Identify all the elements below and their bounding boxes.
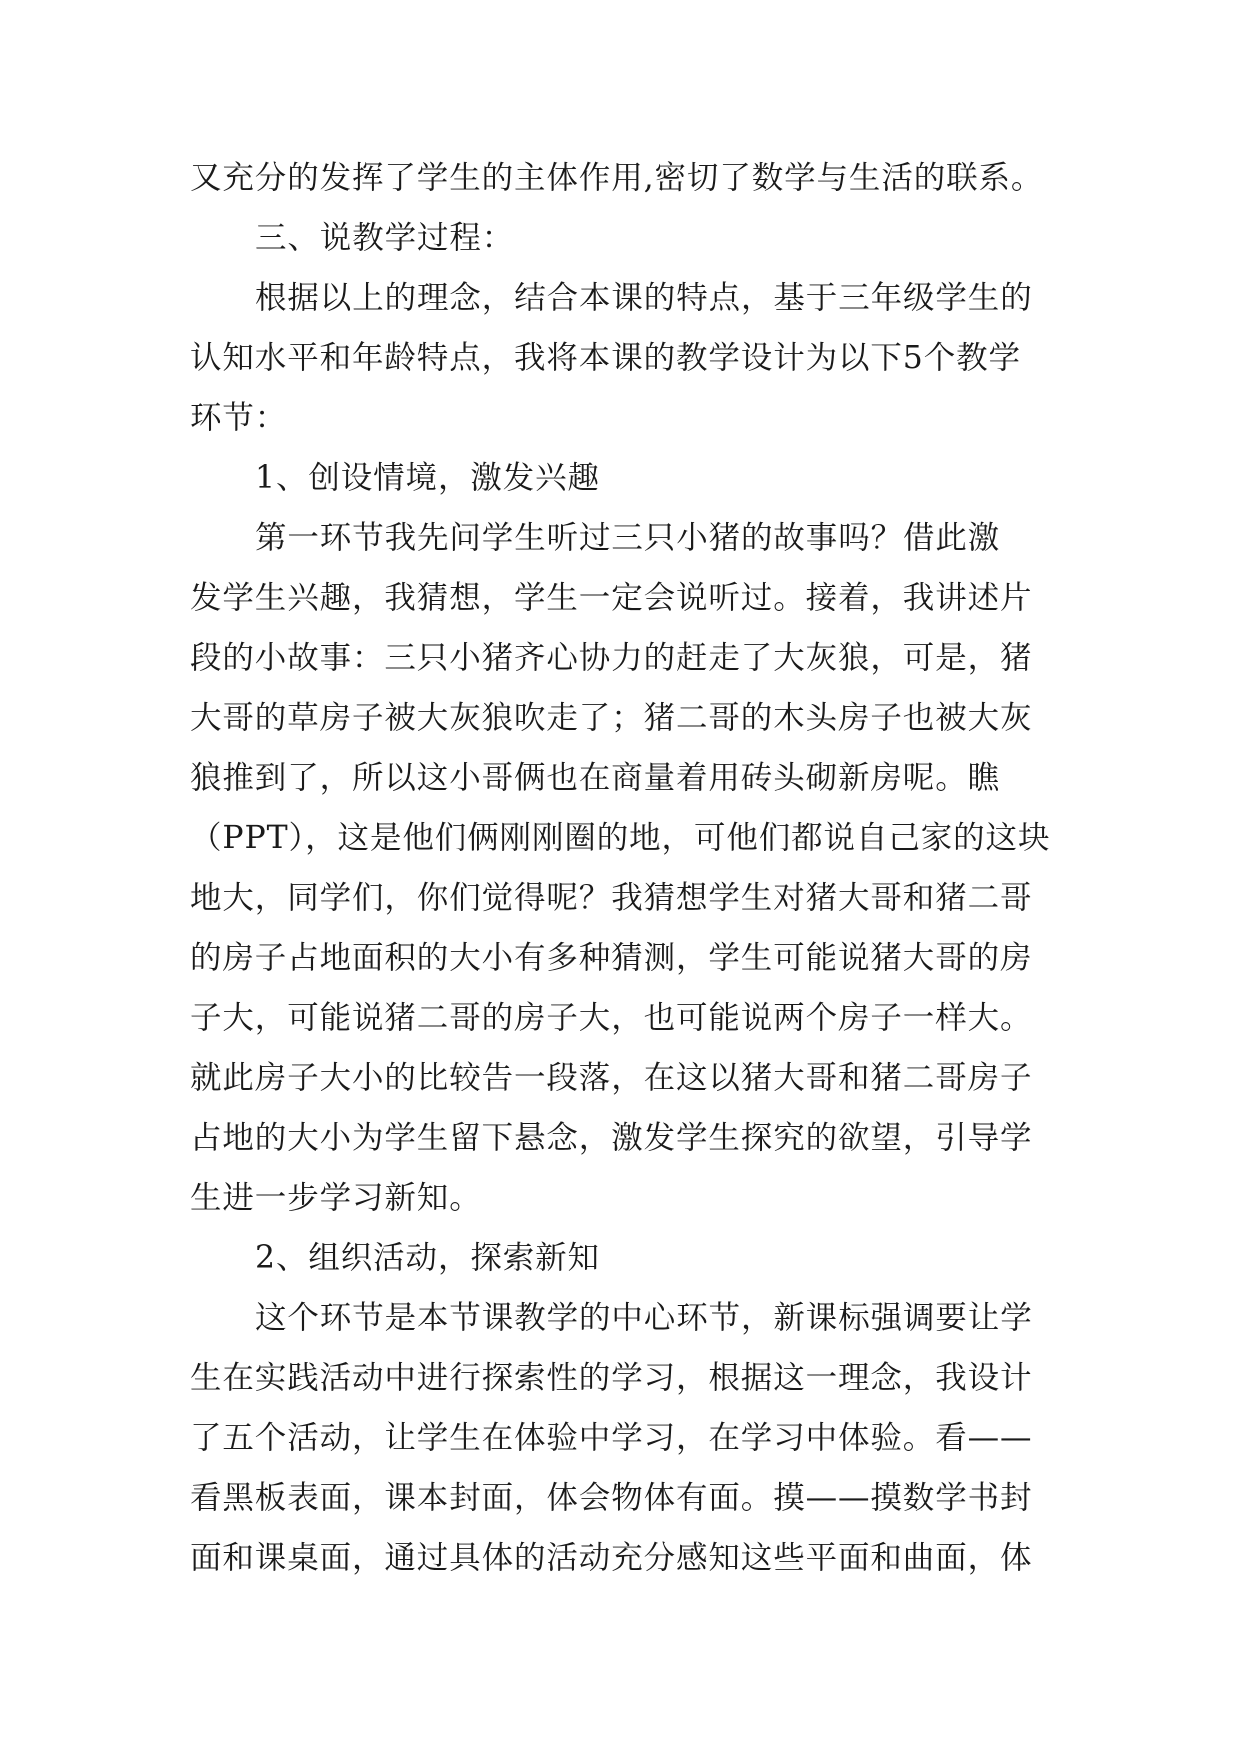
subsection-heading: 1、创设情境，激发兴趣 xyxy=(255,460,600,496)
text-line: 又充分的发挥了学生的主体作用,密切了数学与生活的联系。 xyxy=(190,160,1044,196)
section-heading: 三、说教学过程： xyxy=(255,220,515,256)
text-line: 根据以上的理念，结合本课的特点，基于三年级学生的 xyxy=(255,280,1033,316)
text-line: 环节： xyxy=(190,400,288,436)
text-line: 第一环节我先问学生听过三只小猪的故事吗？借此激 xyxy=(255,520,1001,556)
text-line: 的房子占地面积的大小有多种猜测，学生可能说猪大哥的房 xyxy=(190,940,1033,976)
text-line: 这个环节是本节课教学的中心环节，新课标强调要让学 xyxy=(255,1300,1033,1336)
text-line: 占地的大小为学生留下悬念，激发学生探究的欲望，引导学 xyxy=(190,1120,1033,1156)
text-line: 面和课桌面，通过具体的活动充分感知这些平面和曲面，体 xyxy=(190,1540,1033,1576)
text-line: 大哥的草房子被大灰狼吹走了；猪二哥的木头房子也被大灰 xyxy=(190,700,1033,736)
text-line: 生进一步学习新知。 xyxy=(190,1180,482,1216)
text-line: 就此房子大小的比较告一段落，在这以猪大哥和猪二哥房子 xyxy=(190,1060,1033,1096)
text-line: 生在实践活动中进行探索性的学习，根据这一理念，我设计 xyxy=(190,1360,1033,1396)
text-line: 看黑板表面，课本封面，体会物体有面。摸——摸数学书封 xyxy=(190,1480,1033,1516)
text-line: 子大，可能说猪二哥的房子大，也可能说两个房子一样大。 xyxy=(190,1000,1033,1036)
text-line: 段的小故事：三只小猪齐心协力的赶走了大灰狼，可是，猪 xyxy=(190,640,1033,676)
text-line: （PPT），这是他们俩刚刚圈的地，可他们都说自己家的这块 xyxy=(190,820,1051,856)
text-line: 了五个活动，让学生在体验中学习，在学习中体验。看—— xyxy=(190,1420,1033,1456)
text-line: 地大，同学们，你们觉得呢？我猜想学生对猪大哥和猪二哥 xyxy=(190,880,1033,916)
text-line: 认知水平和年龄特点，我将本课的教学设计为以下5个教学 xyxy=(190,340,1021,376)
subsection-heading: 2、组织活动，探索新知 xyxy=(255,1240,600,1276)
text-line: 发学生兴趣，我猜想，学生一定会说听过。接着，我讲述片 xyxy=(190,580,1033,616)
text-line: 狼推到了，所以这小哥俩也在商量着用砖头砌新房呢。瞧 xyxy=(190,760,1001,796)
